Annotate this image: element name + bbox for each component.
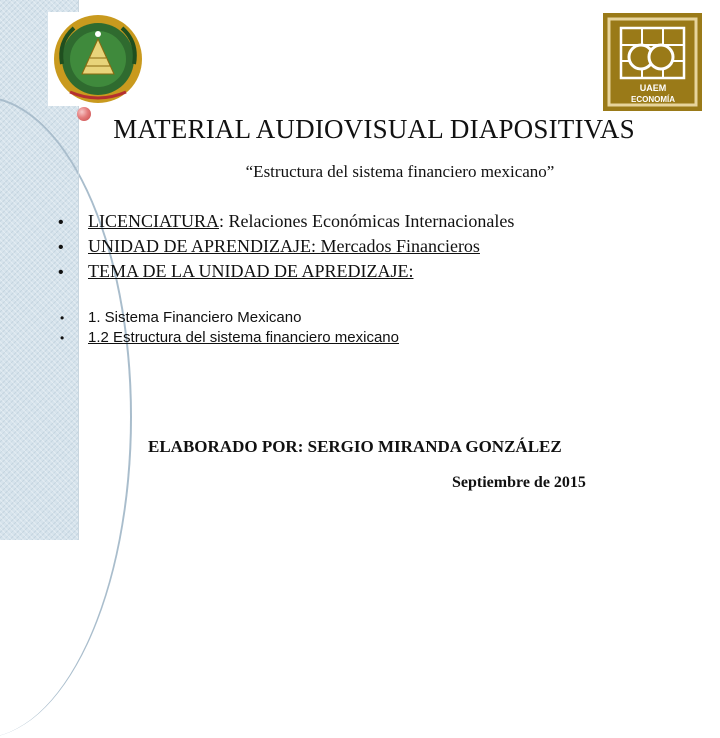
licenciatura-value: : Relaciones Económicas Internacionales — [219, 211, 515, 231]
university-crest-logo — [48, 12, 148, 106]
list-item: • UNIDAD DE APRENDIZAJE: Mercados Financieros — [58, 236, 480, 256]
list-item: • 1. Sistema Financiero Mexicano — [60, 309, 302, 326]
slide-title: MATERIAL AUDIOVISUAL DIAPOSITIVAS — [113, 114, 635, 144]
decorative-swoosh — [0, 96, 132, 738]
faculty-badge-logo — [603, 13, 702, 111]
badge-line1: UAEM — [639, 83, 667, 93]
faculty-badge-graphic — [603, 13, 702, 111]
licenciatura-label: LICENCIATURA — [88, 211, 219, 231]
slide-date: Septiembre de 2015 — [452, 474, 586, 491]
unidad-aprendizaje: UNIDAD DE APRENDIZAJE: Mercados Financieros — [88, 236, 480, 256]
topic-1: 1. Sistema Financiero Mexicano — [88, 309, 302, 326]
topic-2: 1.2 Estructura del sistema financiero mexicano — [88, 329, 399, 346]
author-credit: ELABORADO POR: SERGIO MIRANDA GONZÁLEZ — [148, 437, 562, 456]
badge-line2: ECONOMÍA — [631, 95, 675, 104]
list-item: • 1.2 Estructura del sistema financiero mexicano — [60, 329, 399, 346]
slide-subtitle: “Estructura del sistema financiero mexicano” — [245, 162, 555, 181]
tema-unidad: TEMA DE LA UNIDAD DE APREDIZAJE: — [88, 261, 414, 281]
topic-list — [60, 308, 399, 348]
course-info-list — [58, 209, 514, 284]
list-item: • LICENCIATURA: Relaciones Económicas Internacionales — [58, 211, 515, 231]
list-item: • TEMA DE LA UNIDAD DE APREDIZAJE: — [58, 261, 414, 281]
